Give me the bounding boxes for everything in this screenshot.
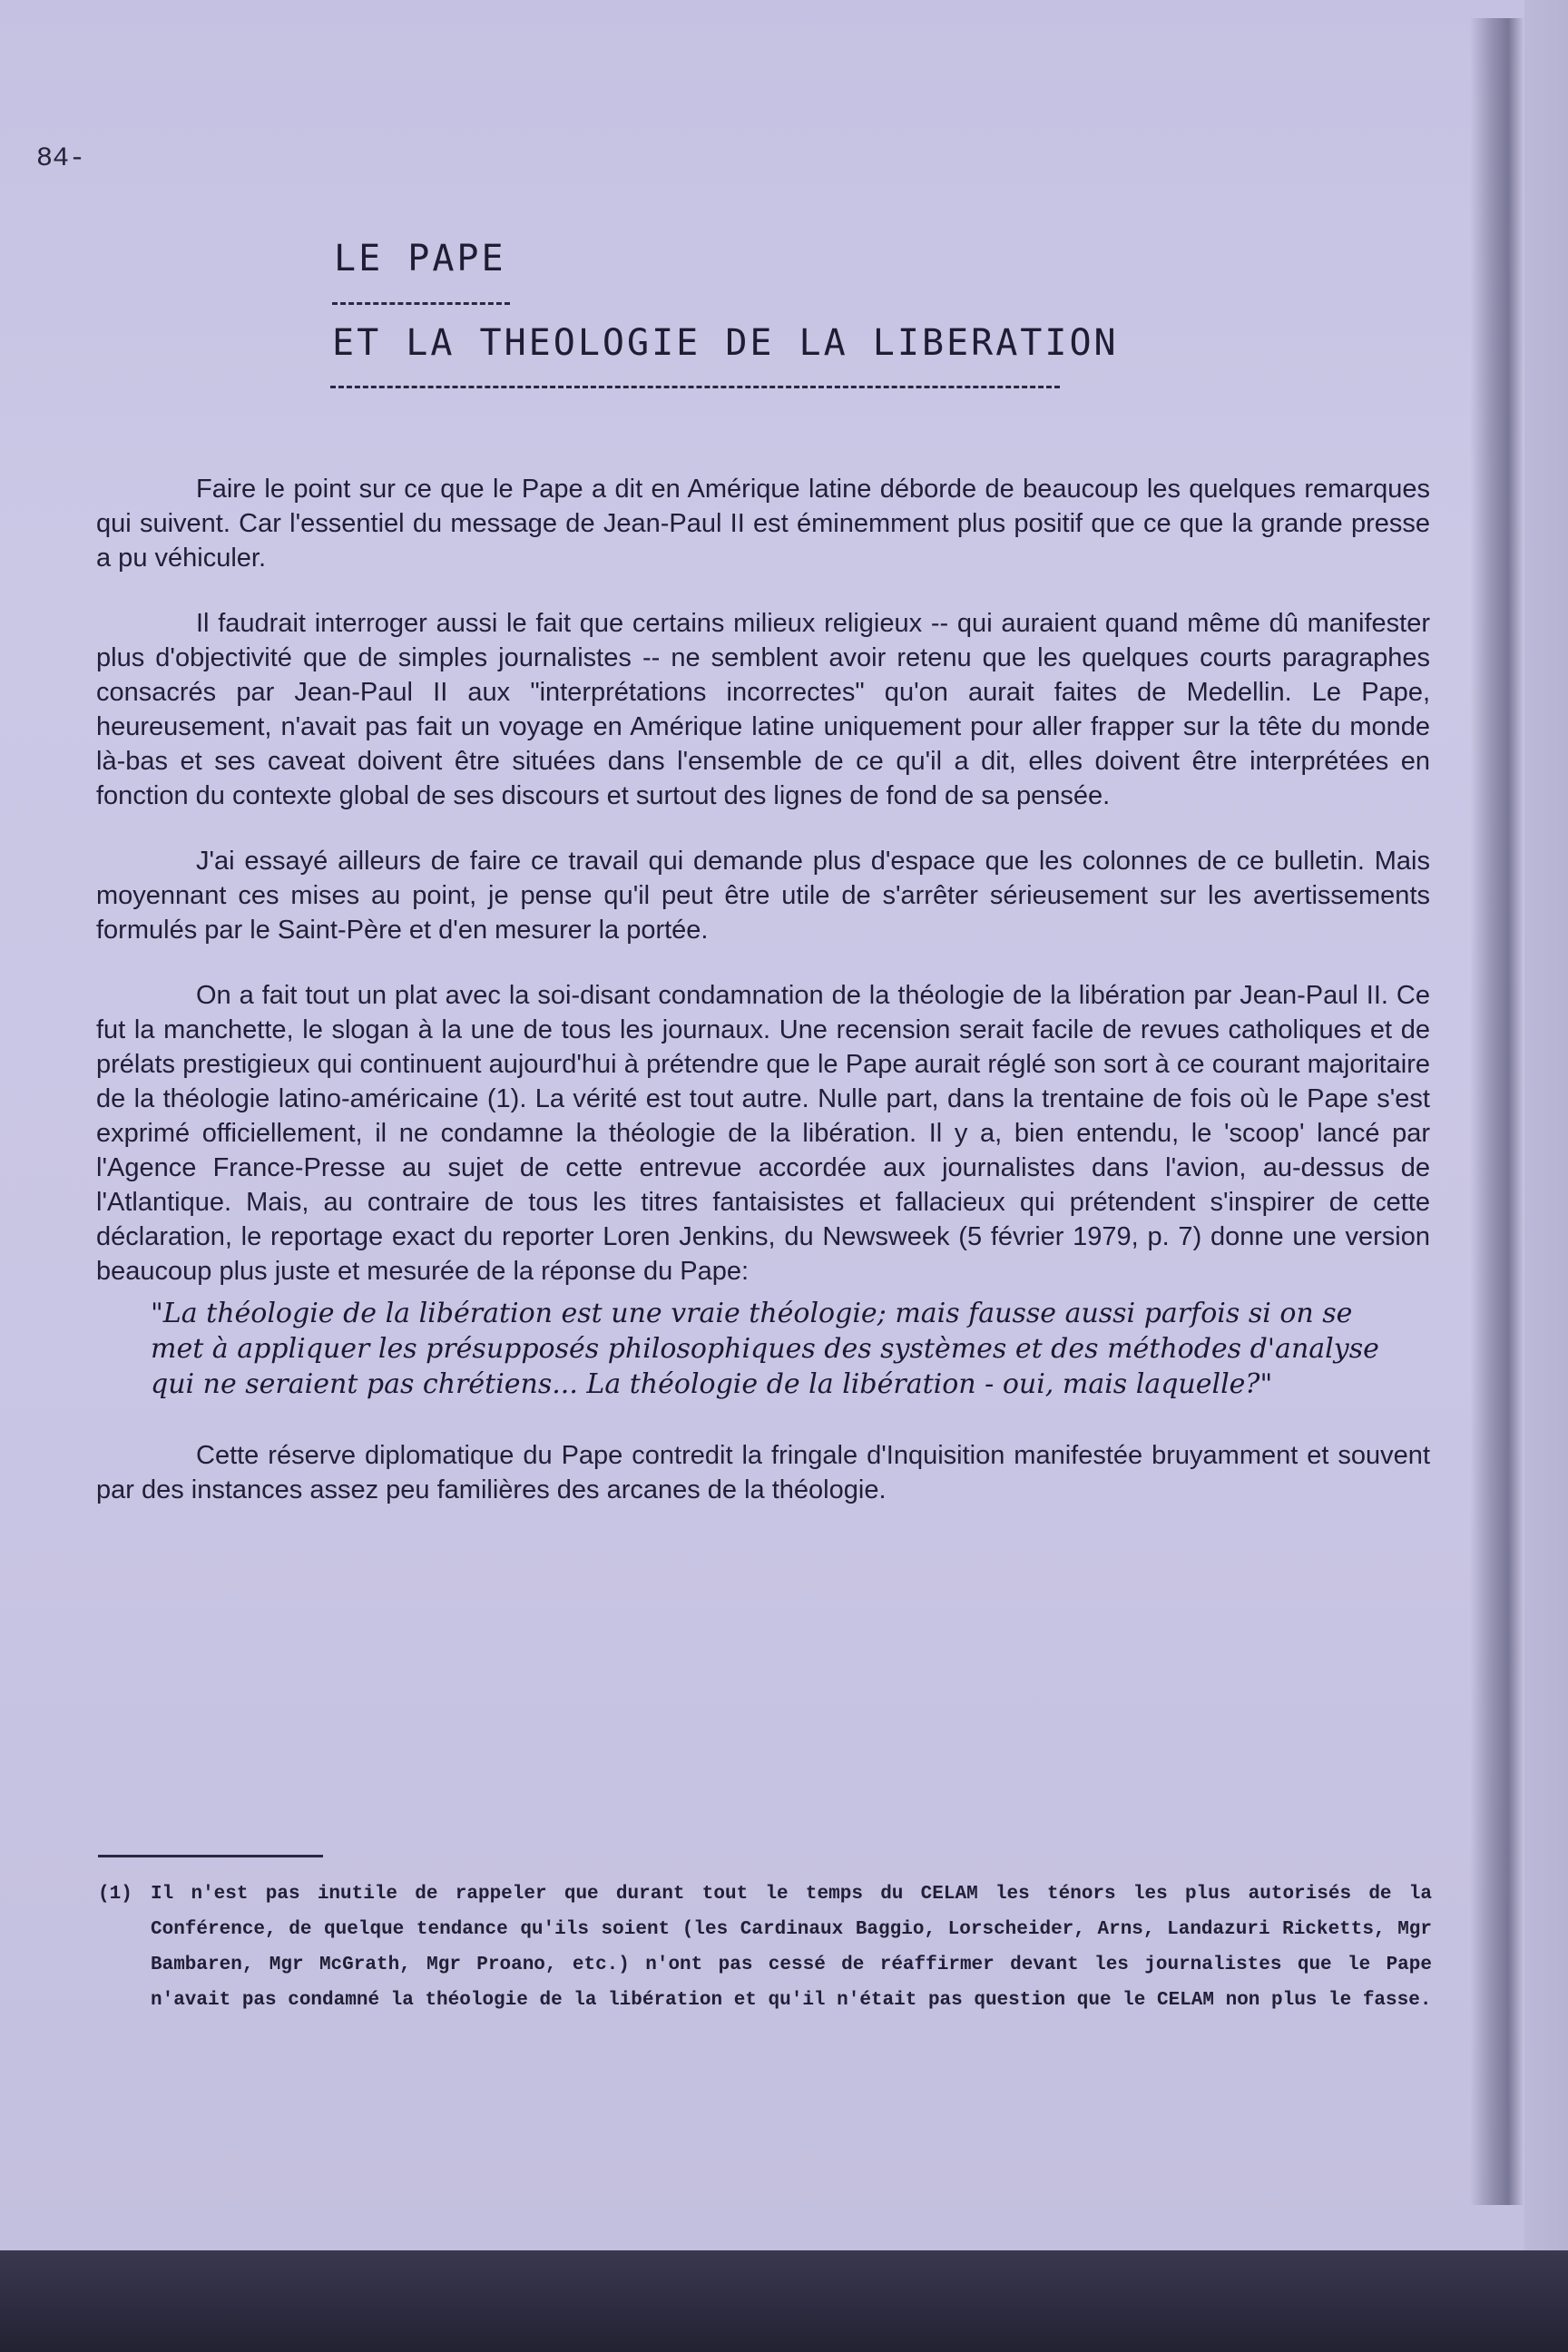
- title-underline-2: [330, 386, 1060, 388]
- book-spine-shadow: [1470, 18, 1524, 2205]
- page-number: 84-: [36, 143, 86, 174]
- footnote-separator: [98, 1855, 323, 1857]
- page-edge: [1524, 0, 1568, 2250]
- footnote: [98, 1877, 1432, 2018]
- footnote-text: Il n'est pas inutile de rappeler que durant tout le temps du CELAM les ténors les plus autorisés de la Conférence, de quelque tendance qu'ils soient (les Cardinaux Baggio, Lorscheider, Arns, Landazuri Ricketts, Mgr Bambaren, Mgr McGrath, Mgr Proano, etc.) n'ont pas cessé de réaffirmer devant les journalistes que le Pape n'avait pas condamné la théologie de la libération et qu'il n'était pas question que le CELAM non plus le fasse.: [151, 1884, 1432, 2011]
- title-line-1: LE PAPE: [334, 238, 506, 279]
- paragraph: On a fait tout un plat avec la soi-disant condamnation de la théologie de la libération par Jean-Paul II. Ce fut la manchette, le slogan à la une de tous les journaux. Une recension serait facile de revues catholiques et de prélats prestigieux qui continuent aujourd'hui à prétendre que le Pape aurait réglé son sort à ce courant majoritaire de la théologie latino-américaine (1). La vérité est tout autre. Nulle part, dans la trentaine de fois où le Pape s'est exprimé officiellement, il ne condamne la théologie de la libération. Il y a, bien entendu, le 'scoop' lancé par l'Agence France-Presse au sujet de cette entrevue accordée aux journalistes dans l'avion, au-dessus de l'Atlantique. Mais, au contraire de tous les titres fantaisistes et fallacieux qui prétendent s'inspirer de cette déclaration, le reportage exact du reporter Loren Jenkins, du Newsweek (5 février 1979, p. 7) donne une version beaucoup plus juste et mesurée de la réponse du Pape:: [96, 981, 1430, 1286]
- article-body: [96, 472, 1430, 1538]
- desk-background: [0, 2250, 1568, 2352]
- closing-paragraph: Cette réserve diplomatique du Pape contredit la fringale d'Inquisition manifestée bruyamment et souvent par des instances assez peu familières des arcanes de la théologie.: [96, 1441, 1430, 1504]
- title-underline-1: [332, 302, 510, 305]
- footnote-marker: (1): [98, 1884, 132, 1905]
- paragraph: Il faudrait interroger aussi le fait que certains milieux religieux -- qui auraient quand même dû manifester plus d'objectivité que de simples journalistes -- ne semblent avoir retenu que les quelques courts paragraphes consacrés par Jean-Paul II aux "interprétations incorrectes" qu'on aurait faites de Medellin. Le Pape, heureusement, n'avait pas fait un voyage en Amérique latine uniquement pour aller frapper sur la tête du monde là-bas et ses caveat doivent être situées dans l'ensemble de ce qu'il a dit, elles doivent être interprétées en fonction du contexte global de ses discours et surtout des lignes de fond de sa pensée.: [96, 609, 1430, 810]
- paragraph: J'ai essayé ailleurs de faire ce travail qui demande plus d'espace que les colonnes de ce bulletin. Mais moyennant ces mises au point, je pense qu'il peut être utile de s'arrêter sérieusement sur les avertissements formulés par le Saint-Père et d'en mesurer la portée.: [96, 847, 1430, 945]
- pope-quote: "La théologie de la libération est une vraie théologie; mais fausse aussi parfois si on se met à appliquer les présupposés philosophiques des systèmes et des méthodes d'analyse qui ne seraient pas chrétiens... La théologie de la libération - oui, mais laquelle?": [151, 1298, 1379, 1400]
- paragraph: Faire le point sur ce que le Pape a dit en Amérique latine déborde de beaucoup les quelques remarques qui suivent. Car l'essentiel du message de Jean-Paul II est éminemment plus positif que ce que la grande presse a pu véhiculer.: [96, 475, 1430, 573]
- title-line-2: ET LA THEOLOGIE DE LA LIBERATION: [332, 322, 1119, 364]
